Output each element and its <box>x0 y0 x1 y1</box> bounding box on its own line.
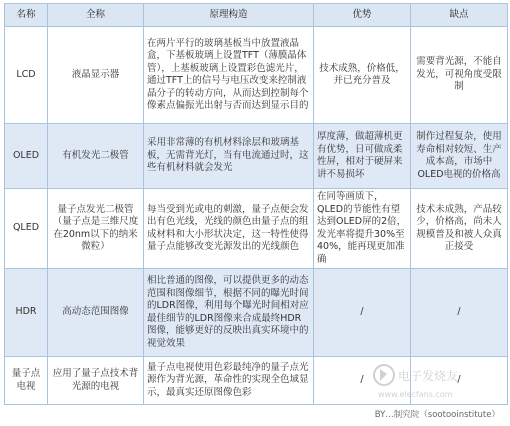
row-principle: 在两片平行的玻璃基板当中放置液晶盒，下基板玻璃上设置TFT（薄膜晶体管），上基板玻璃上设置彩色滤光片，通过TFT上的信号与电压改变来控制液晶分子的转动方向，从而达到控制每个像素点偏振光出射与否而达到显示目的 <box>144 27 314 124</box>
credit-text: BY…制究院（sootooinstitute） <box>374 410 500 420</box>
row-disadvantage: 制作过程复杂，使用寿命相对较短、生产成本高，市场中OLED电视的价格高 <box>411 124 508 189</box>
row-name: 量子点电视 <box>5 357 48 405</box>
row-fullname: 液晶显示器 <box>48 27 144 124</box>
row-fullname: 应用了量子点技术背光源的电视 <box>48 357 144 405</box>
row-fullname: 有机发光二极管 <box>48 124 144 189</box>
row-principle: 量子点电视使用色彩最纯净的量子点光源作为背光源，革命性的实现全色域显示，最真实还原图像色彩 <box>144 357 314 405</box>
header-fullname: 全称 <box>48 4 144 27</box>
table-row <box>5 124 508 189</box>
table-row <box>5 189 508 269</box>
header-row <box>5 4 508 27</box>
table-row <box>5 357 508 405</box>
row-advantage: 在同等画质下，QLED的节能性有望达到OLED屏的2倍，发光率将提升30%至40%，能再现更加准确 <box>314 189 411 269</box>
row-disadvantage: / <box>411 269 508 357</box>
row-disadvantage: 需要背光源，不能自发光，可视角度受限制 <box>411 27 508 124</box>
row-principle: 相比普通的图像，可以提供更多的动态范围和图像细节，根据不同的曝光时间的LDR图像，利用每个曝光时间相对应最佳细节的LDR图像来合成最终HDR图像，能够更好的反映出真实环境中的视觉效果 <box>144 269 314 357</box>
svg-text:电子发烧友: 电子发烧友 <box>398 369 459 383</box>
header-disadvantage: 缺点 <box>411 4 508 27</box>
row-principle: 采用非常薄的有机材料涂层和玻璃基板，无需背光灯，当有电流通过时，这些有机材料就会发光 <box>144 124 314 189</box>
svg-text:www.elecfans.com: www.elecfans.com <box>378 390 453 399</box>
row-advantage: 技术成熟，价格低，并已充分普及 <box>314 27 411 124</box>
row-advantage: / <box>314 357 411 405</box>
comparison-table <box>4 3 508 405</box>
row-fullname: 量子点发光二极管（量子点是三维尺度在20nm以下的纳米微粒） <box>48 189 144 269</box>
header-name: 名称 <box>5 4 48 27</box>
table-row <box>5 269 508 357</box>
row-name: QLED <box>5 189 48 269</box>
row-name: LCD <box>5 27 48 124</box>
row-fullname: 高动态范围图像 <box>48 269 144 357</box>
row-advantage: / <box>314 269 411 357</box>
row-disadvantage: / <box>411 357 508 405</box>
row-advantage: 厚度薄，做超薄机更有优势，日可做成柔性屏，相对于硬屏来讲不易损坏 <box>314 124 411 189</box>
header-principle: 原理构造 <box>144 4 314 27</box>
row-principle: 每当受到光或电的刺激，量子点便会发出有色光线，光线的颜色由量子点的组成材料和大小形状决定，这一特性使得量子点能够改变光源发出的光线颜色 <box>144 189 314 269</box>
row-disadvantage: 技术未成熟，产品较少，价格高，尚未人规模普及和被人众真正接受 <box>411 189 508 269</box>
row-name: OLED <box>5 124 48 189</box>
row-name: HDR <box>5 269 48 357</box>
header-advantage: 优势 <box>314 4 411 27</box>
table-row <box>5 27 508 124</box>
